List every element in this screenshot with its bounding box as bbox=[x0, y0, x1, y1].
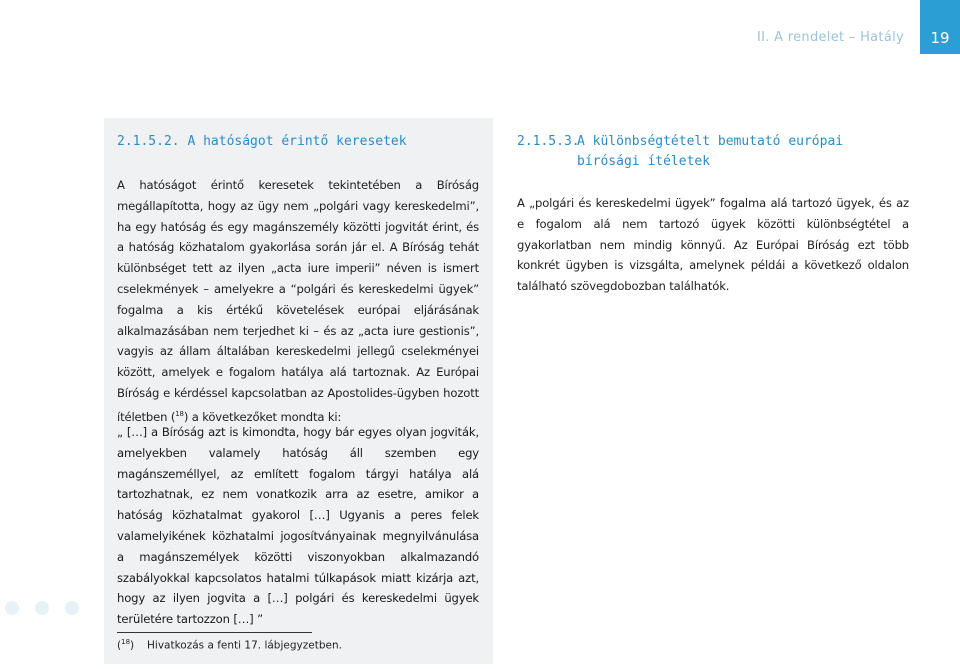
paragraph-text: A hatóságot érintő keresetek tekintetében a Bíróság megállapította, hogy az ügy nem „polgári vagy kereskedelmi”, ha egy hatóság és egy magánszemély közötti jogvitát érint, és a hatóság közhatalom gyakorlása során jár el. A Bíróság tehát különbséget tett az ilyen „acta iure imperii” néven is ismert cselekmények – amelyekre a “polgári és kereskedelmi ügyek” fogalma a kis értékű követelések európai eljárásának alkalmazásában nem terjedhet ki – és az „acta iure gestionis”, vagyis az állam általában kereskedelmi jellegű cselekményei között, amelyek e fogalom hatálya alá tartoznak. Az Európai Bíróság e kérdéssel kapcsolatban az Apostolides-ügyben hozott ítéletben ( bbox=[117, 178, 479, 424]
dot-icon bbox=[5, 601, 19, 615]
page-number: 19 bbox=[920, 0, 960, 54]
footnote-divider bbox=[117, 632, 312, 633]
right-paragraph: A „polgári és kereskedelmi ügyek” fogalma alá tartozó ügyek, és az e fogalom alá nem tartozó ügyek közötti különbségtétel a gyakorlatban nem mindig könnyű. Az Európai Bíróság ezt több konkrét ügyben is vizsgálta, amelynek példái a következő oldalon található szövegdobozban találhatók. bbox=[517, 196, 909, 294]
dot-icon bbox=[35, 601, 49, 615]
heading-number: 2.1.5.3. bbox=[517, 134, 580, 149]
decorative-dots bbox=[5, 601, 79, 615]
heading-line-2: bírósági ítéletek bbox=[577, 154, 711, 169]
paragraph-text-end: ) a következőket mondta ki: bbox=[183, 409, 342, 424]
court-quote: „ […] a Bíróság azt is kimondta, hogy bár egyes olyan jogviták, amelyekben valamely hatóság áll szemben egy magánszeméllyel, az említett fogalom tárgyi hatálya alá tartozhatnak, ez nem vonatkozik arra az esetre, amikor a hatóság közhatalmat gyakorol […] Ugyanis a peres felek valamelyikének közhatalmi jogosítványainak megnyilvánulása a magánszemélyek közötti viszonyokban alkalmazandó szabályokkal kapcsolatos hatalmi túlkapások miatt kizárja azt, hogy az ilyen jogvita a […] polgári és kereskedelmi ügyek területére tartozzon […] ” bbox=[117, 425, 479, 627]
heading-line-1: A különbségtételt bemutató európai bbox=[577, 134, 844, 149]
section-heading-2-1-5-3 bbox=[517, 132, 847, 172]
footnote-ref[interactable]: 18 bbox=[175, 409, 184, 418]
dot-icon bbox=[65, 601, 79, 615]
running-header: II. A rendelet – Hatály bbox=[757, 30, 904, 45]
footnote bbox=[117, 638, 342, 652]
footnote-mark: ($^{18}$) bbox=[117, 638, 135, 652]
footnote-text: Hivatkozás a fenti 17. lábjegyzetben. bbox=[147, 639, 342, 652]
section-heading-2-1-5-2: 2.1.5.2. A hatóságot érintő keresetek bbox=[117, 134, 407, 149]
left-paragraph bbox=[117, 175, 479, 427]
